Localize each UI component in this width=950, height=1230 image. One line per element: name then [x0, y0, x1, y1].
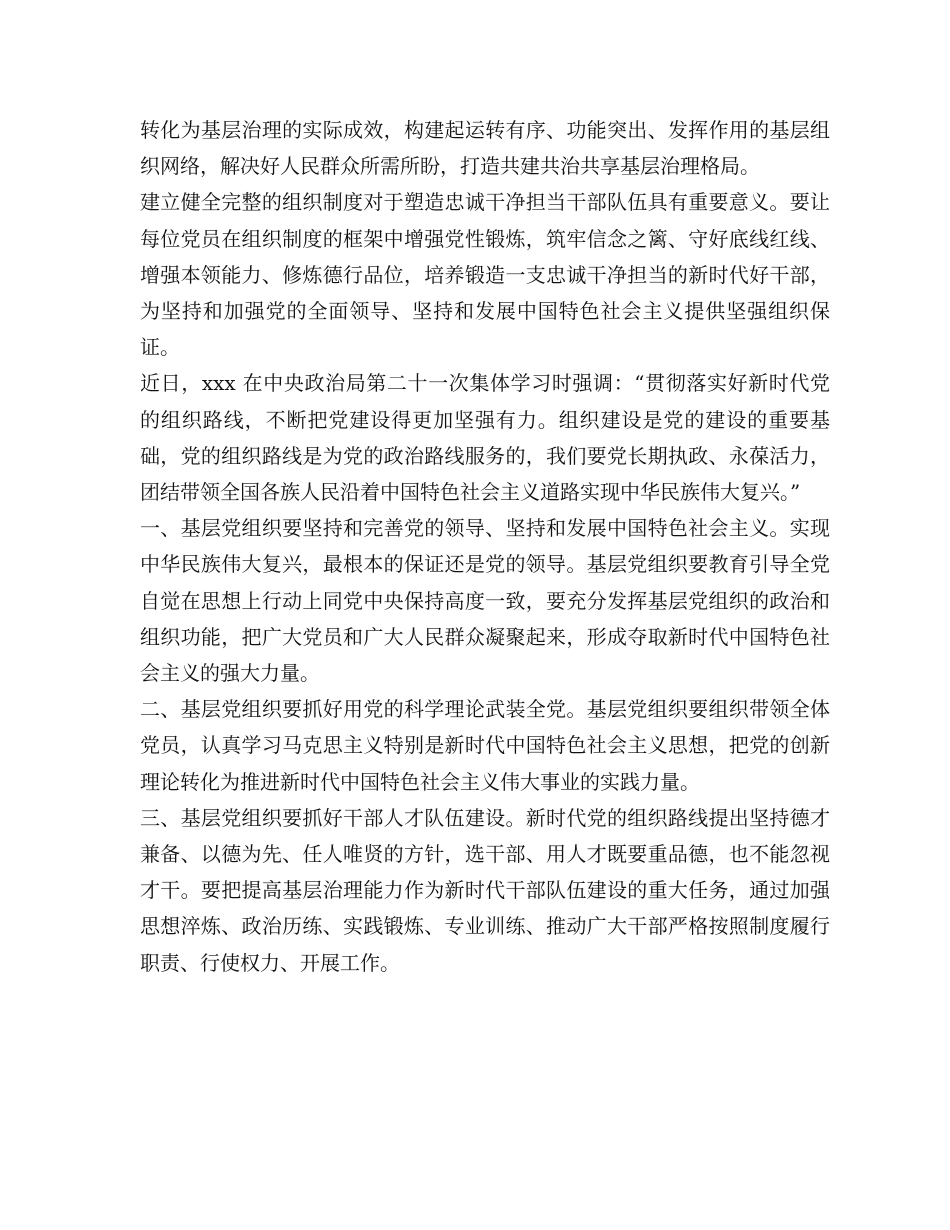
- paragraph-1: 转化为基层治理的实际成效，构建起运转有序、功能突出、发挥作用的基层组织网络，解决好人民群众所需所盼，打造共建共治共享基层治理格局。: [140, 118, 830, 179]
- paragraph-5: 二、基层党组织要抓好用党的科学理论武装全党。基层党组织要组织带领全体党员，认真学习马克思主义特别是新时代中国特色社会主义思想，把党的创新理论转化为推进新时代中国特色社会主义伟大事业的实践力量。: [140, 697, 830, 794]
- paragraph-4: 一、基层党组织要坚持和完善党的领导、坚持和发展中国特色社会主义。实现中华民族伟大复兴，最根本的保证还是党的领导。基层党组织要教育引导全党自觉在思想上行动上同党中央保持高度一致，要充分发挥基层党组织的政治和组织功能，把广大党员和广大人民群众凝聚起来，形成夺取新时代中国特色社会主义的强大力量。: [140, 516, 830, 686]
- paragraph-6: 三、基层党组织要抓好干部人才队伍建设。新时代党的组织路线提出坚持德才兼备、以德为先、任人唯贤的方针，选干部、用人才既要重品德，也不能忽视才干。要把提高基层治理能力作为新时代干部队伍建设的重大任务，通过加强思想淬炼、政治历练、实践锻炼、专业训练、推动广大干部严格按照制度履行职责、行使权力、开展工作。: [140, 805, 830, 975]
- document-body: [140, 112, 830, 981]
- paragraph-2: 建立健全完整的组织制度对于塑造忠诚干净担当干部队伍具有重要意义。要让每位党员在组织制度的框架中增强党性锻炼，筑牢信念之篱、守好底线红线、增强本领能力、修炼德行品位，培养锻造一支忠诚干净担当的新时代好干部，为坚持和加强党的全面领导、坚持和发展中国特色社会主义提供坚强组织保证。: [140, 190, 830, 360]
- paragraph-3: 近日，xxx 在中央政治局第二十一次集体学习时强调：“贯彻落实好新时代党的组织路线，不断把党建设得更加坚强有力。组织建设是党的建设的重要基础，党的组织路线是为党的政治路线服务的，我们要党长期执政、永葆活力，团结带领全国各族人民沿着中国特色社会主义道路实现中华民族伟大复兴。”: [140, 371, 830, 505]
